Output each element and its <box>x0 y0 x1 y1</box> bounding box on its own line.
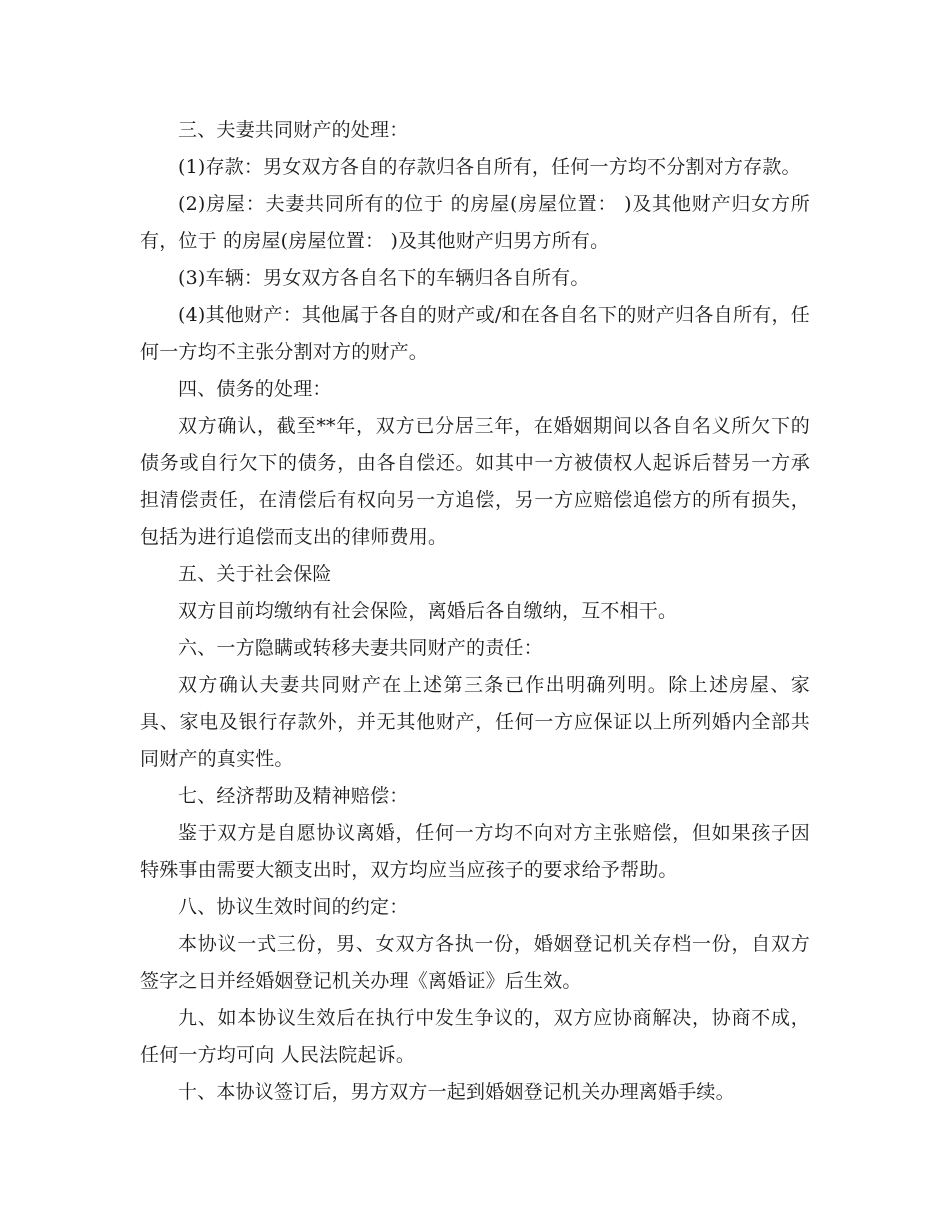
clause-compensation: 鉴于双方是自愿协议离婚，任何一方均不向对方主张赔偿，但如果孩子因特殊事由需要大额支出时，双方均应当应孩子的要求给予帮助。 <box>140 822 810 881</box>
section-heading-effective-date: 八、协议生效时间的约定： <box>178 896 409 918</box>
clause-divorce-procedure: 十、本协议签订后，男方双方一起到婚姻登记机关办理离婚手续。 <box>178 1081 735 1103</box>
clause-social-insurance: 双方目前均缴纳有社会保险，离婚后各自缴纳，互不相干。 <box>178 600 678 622</box>
clause-disputes: 九、如本协议生效后在执行中发生争议的，双方应协商解决，协商不成，任何一方均可向 人民法院起诉。 <box>140 1007 810 1066</box>
section-heading-property: 三、夫妻共同财产的处理： <box>178 119 409 141</box>
clause-other-property: (4)其他财产：其他属于各自的财产或/和在各自名下的财产归各自所有，任何一方均不主张分割对方的财产。 <box>140 304 810 363</box>
clause-vehicles: (3)车辆：男女双方各自名下的车辆归各自所有。 <box>178 267 590 289</box>
clause-effective-date: 本协议一式三份，男、女双方各执一份，婚姻登记机关存档一份，自双方签字之日并经婚姻登记机关办理《离婚证》后生效。 <box>140 933 810 992</box>
clause-savings: (1)存款：男女双方各自的存款归各自所有，任何一方均不分割对方存款。 <box>178 156 801 178</box>
section-heading-social-insurance: 五、关于社会保险 <box>178 563 332 585</box>
clause-housing: (2)房屋：夫妻共同所有的位于 的房屋(房屋位置： )及其他财产归女方所有，位于 的房屋(房屋位置： )及其他财产归男方所有。 <box>140 193 810 252</box>
section-heading-concealment: 六、一方隐瞒或转移夫妻共同财产的责任： <box>178 637 543 659</box>
clause-debts: 双方确认，截至**年，双方已分居三年，在婚姻期间以各自名义所欠下的债务或自行欠下的债务，由各自偿还。如其中一方被债权人起诉后替另一方承担清偿责任，在清偿后有权向另一方追偿，另一方应赔偿追偿方的所有损失，包括为进行追偿而支出的律师费用。 <box>140 415 810 548</box>
clause-concealment: 双方确认夫妻共同财产在上述第三条已作出明确列明。除上述房屋、家具、家电及银行存款外，并无其他财产，任何一方应保证以上所列婚内全部共同财产的真实性。 <box>140 674 810 770</box>
section-heading-compensation: 七、经济帮助及精神赔偿： <box>178 785 409 807</box>
section-heading-debts: 四、债务的处理： <box>178 378 332 400</box>
